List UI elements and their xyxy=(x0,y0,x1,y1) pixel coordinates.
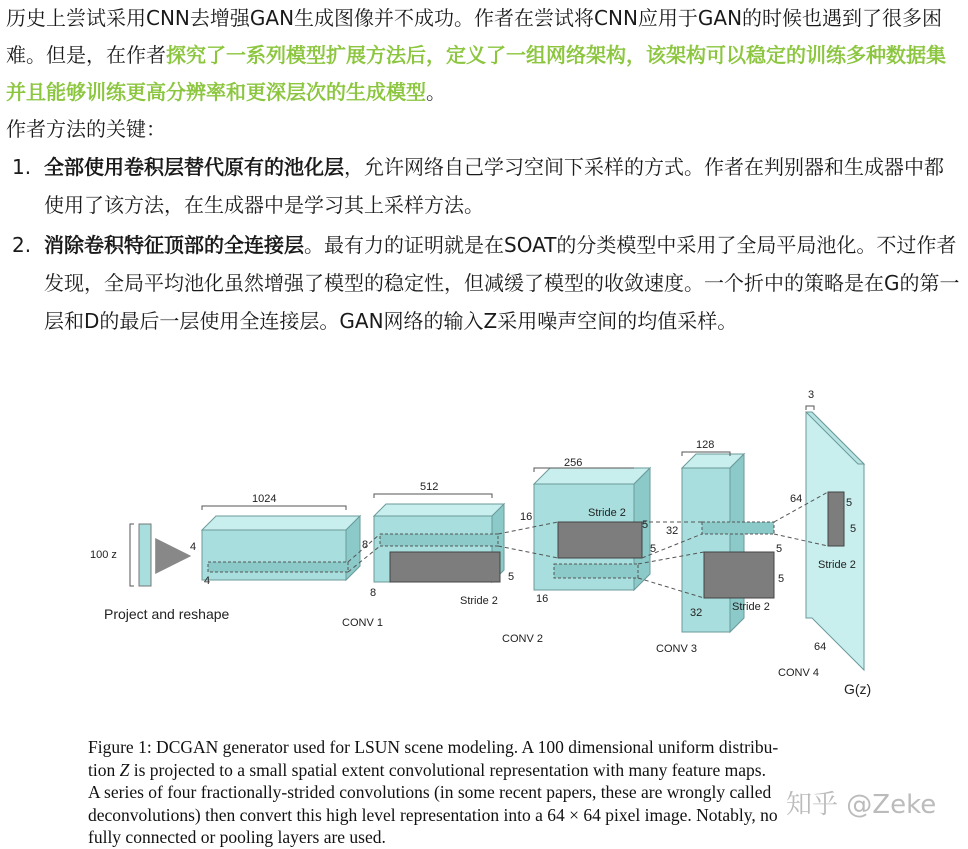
label-conv2: CONV 2 xyxy=(502,633,543,645)
input-label: 100 z xyxy=(90,549,117,561)
label-16b: 16 xyxy=(536,593,549,605)
list-text: 全部使用卷积层替代原有的池化层，允许网络自己学习空间下采样的方式。作者在判别器和生成器中都使用了该方法，在生成器中是学习其上采样方法。 xyxy=(44,155,944,217)
bracket-1024 xyxy=(202,506,346,510)
label-8b: 8 xyxy=(370,587,377,599)
label-conv3: CONV 3 xyxy=(656,643,697,655)
block-output xyxy=(806,412,864,670)
figure-caption: Figure 1: DCGAN generator used for LSUN scene modeling. A 100 dimensional uniform distribu- tion Z is projected to a small spatial extent convolutional representation with many feature maps. A series of four fractionally-strided convolutions (in some recent papers, these are wrongly called deconvolutions) then convert this high level representation into a 64 × 64 pixel image. Notably, no fully connected or pooling layers are used. xyxy=(88,737,779,847)
label-128: 128 xyxy=(696,439,715,451)
label-4b: 4 xyxy=(204,575,211,587)
block-512 xyxy=(374,504,504,582)
label-k4a: 5 xyxy=(846,497,853,509)
intro-paragraph xyxy=(6,0,964,111)
label-s1: Stride 2 xyxy=(460,595,498,607)
label-k3a: 5 xyxy=(776,543,783,555)
project-label: Project and reshape xyxy=(104,606,230,622)
zhihu-watermark: 知乎 @Zeke xyxy=(786,790,937,820)
input-vector xyxy=(139,524,151,586)
label-1024: 1024 xyxy=(252,493,277,505)
label-32b: 32 xyxy=(690,607,703,619)
label-8a: 8 xyxy=(362,539,369,551)
label-k2b: 5 xyxy=(650,543,657,555)
label-s3: Stride 2 xyxy=(732,601,770,613)
block-256 xyxy=(534,468,650,590)
bracket-512 xyxy=(374,494,492,498)
label-conv4: CONV 4 xyxy=(778,667,819,679)
intro-text: 历史上尝试采用CNN去增强GAN生成图像并不成功。作者在尝试将CNN应用于GAN的时候也遇到了很多困难。但是，在作者 xyxy=(6,6,943,67)
label-4a: 4 xyxy=(190,541,197,553)
label-s4: Stride 2 xyxy=(818,559,856,571)
dcgan-figure xyxy=(84,384,884,724)
key-heading: 作者方法的关键： xyxy=(6,117,166,141)
label-output: G(z) xyxy=(844,681,872,697)
bracket-3 xyxy=(806,406,814,410)
list-text: 消除卷积特征顶部的全连接层。最有力的证明就是在SOAT的分类模型中采用了全局平局池化。不过作者发现，全局平均池化虽然增强了模型的稳定性，但减缓了模型的收敛速度。一个折中的策略是在G的第一层和D的最后一层使用全连接层。GAN网络的输入Z采用噪声空间的均值采样。 xyxy=(44,233,960,333)
label-64b: 64 xyxy=(814,641,827,653)
label-3: 3 xyxy=(808,389,815,401)
list-number: 1. xyxy=(12,155,32,179)
intro-highlight: 探究了一系列模型扩展方法后，定义了一组网络架构，该架构可以稳定的训练多种数据集并且能够训练更高分辨率和更深层次的生成模型 xyxy=(6,43,946,104)
label-512: 512 xyxy=(420,481,439,493)
label-s2: Stride 2 xyxy=(588,507,626,519)
label-64a: 64 xyxy=(790,493,803,505)
label-k4b: 5 xyxy=(850,523,857,535)
label-32a: 32 xyxy=(666,525,679,537)
label-k1: 5 xyxy=(508,571,515,583)
label-k2a: 5 xyxy=(642,519,649,531)
label-conv1: CONV 1 xyxy=(342,617,383,629)
input-bracket xyxy=(130,524,134,586)
label-k3b: 5 xyxy=(778,573,785,585)
block-1024 xyxy=(202,516,360,580)
label-16a: 16 xyxy=(520,511,533,523)
label-256: 256 xyxy=(564,457,583,469)
list-number: 2. xyxy=(12,233,32,257)
intro-tail: 。 xyxy=(426,80,446,104)
